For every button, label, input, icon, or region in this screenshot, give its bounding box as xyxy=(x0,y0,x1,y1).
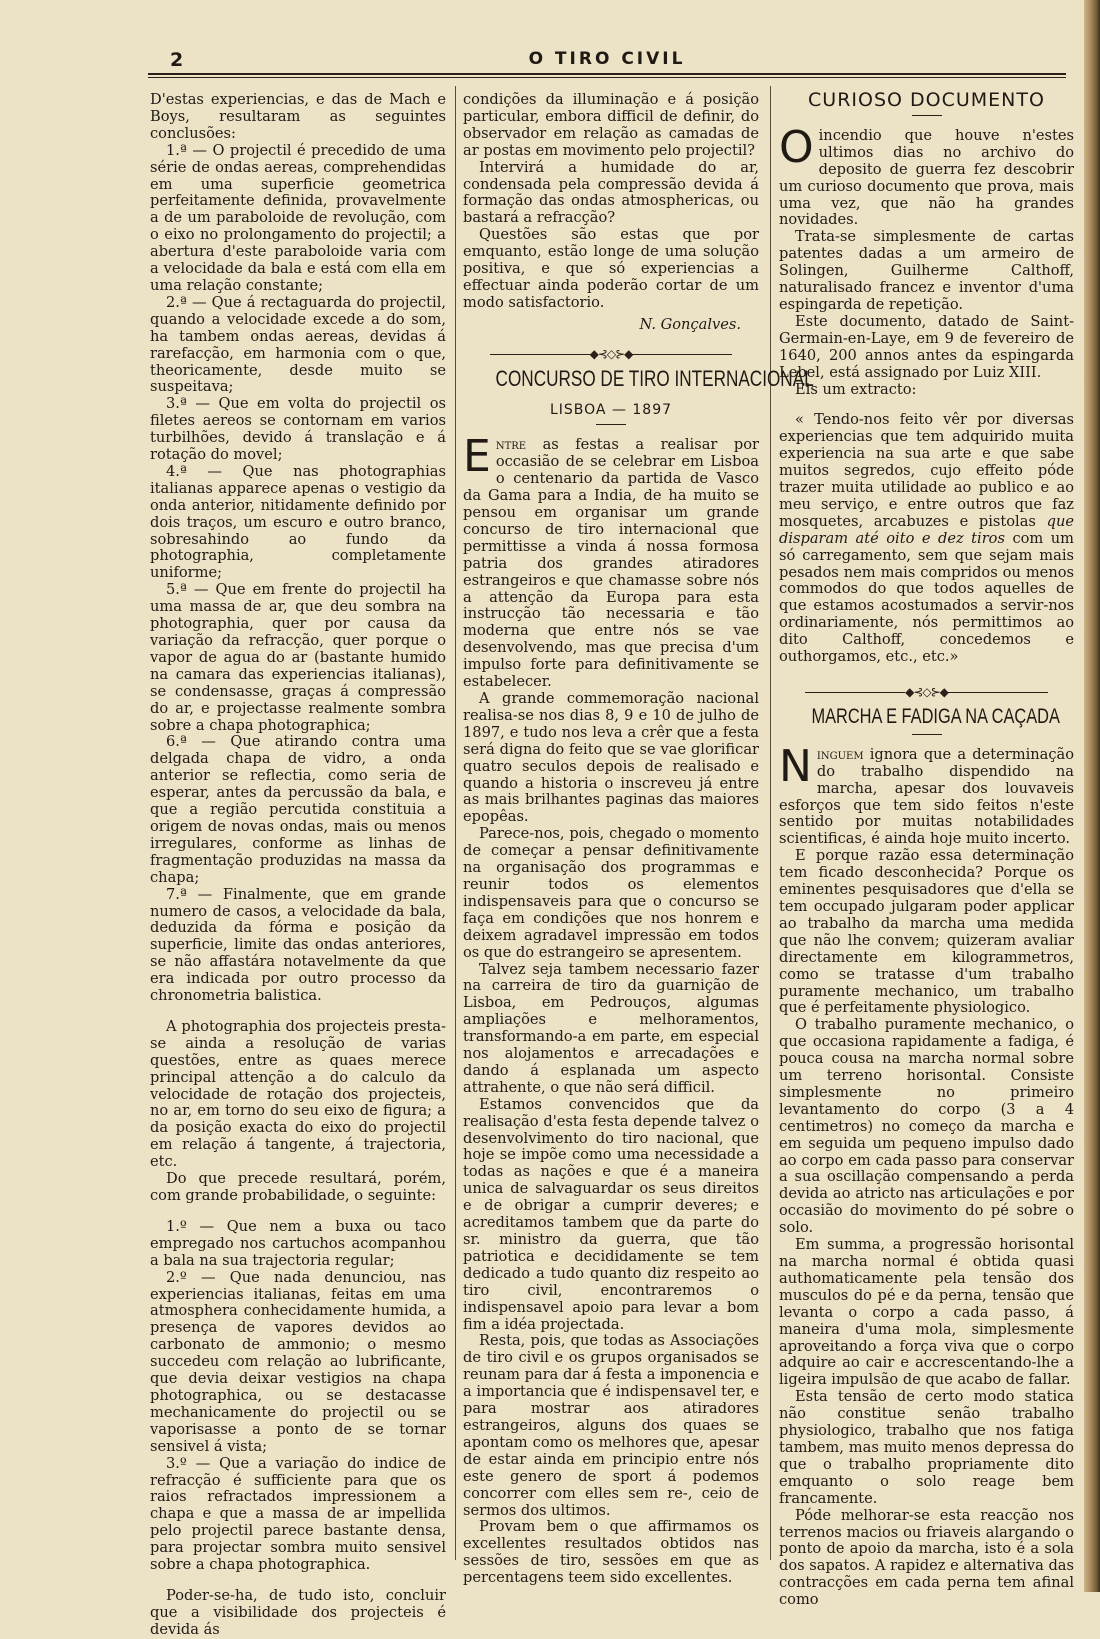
body-paragraph: Póde melhorar-se esta reacção nos terrenos macios ou friaveis alargando o ponto de apoio da marcha, isto é a sola dos sapatos. A rapidez e alternativa das contracções em cada perna tem afinal como xyxy=(779,1506,1074,1609)
header-rule xyxy=(148,73,1066,78)
body-paragraph: 6.ª — Que atirando contra uma delgada chapa de vidro, a onda anterior se reflectia, como seria de esperar, antes da percussão da bala, e que a região percutida constituia a origem de novas ondas, mais ou menos irregulares, conforme as linhas de fragmentação produzidas na massa da chapa; xyxy=(150,733,446,886)
column-2 xyxy=(463,91,814,1587)
lead-paragraph xyxy=(779,121,1074,229)
article-title: MARCHA E FADIGA NA CAÇADA xyxy=(811,704,1060,728)
column-1 xyxy=(150,92,446,1639)
quote-text: com um só carregamento, sem que sejam mais pesados nem mais compridos ou menos commodos do que todos aquelles de que estamos acostumados a servir-nos ordinariamente, nós permittimos ao dito Calthoff, concedemos e outhorgamos, etc., etc.» xyxy=(779,529,1074,666)
quote-paragraph xyxy=(779,412,1074,666)
body-paragraph: Estamos convencidos que da realisação d'esta festa depende talvez o desenvolvimento do tiro nacional, que hoje se impõe como uma necessidade a todas as nações e que é a maneira unica de salvaguardar os seus direitos e de obrigar a cumprir deveres; e acreditamos tambem que da parte do sr. ministro da guerra, que tão patriotica e decididamente se tem dedicado a tudo quanto diz respeito ao tiro civil, encontraremos o indispensavel apoio para levar a bom fim a idéa projectada. xyxy=(463,1095,759,1333)
body-paragraph: condições da illuminação e á posição particular, embora difficil de definir, do observador em relação as camadas de ar postas em movimento pelo projectil? xyxy=(463,91,759,159)
short-rule xyxy=(912,115,942,116)
body-paragraph: 3.º — Que a variação do indice de refracção é sufficiente para que os raios refractados impressionem a chapa e que a massa de ar impellida pelo projectil parece bastante densa, para projectar sombra muito sensivel sobre a chapa photographica. xyxy=(150,1454,446,1574)
body-paragraph: Este documento, datado de Saint-Germain-en-Laye, em 9 de fevereiro de 1640, 200 annos antes da espingarda Lebel, está assignado por Luiz XIII. xyxy=(779,312,1074,381)
page-number: 2 xyxy=(170,49,184,71)
body-paragraph: 1.ª — O projectil é precedido de uma série de ondas aereas, comprehendidas em uma superficie geometrica perfeitamente definida, provavelmente a de um paraboloide de revolução, com o eixo no prolongamento do projectil; a abertura d'este paraboloide varia com a velocidade da bala e está com ella em uma relação constante; xyxy=(150,141,446,294)
body-paragraph: Talvez seja tambem necessario fazer na carreira de tiro da guarnição de Lisboa, em Pedrouços, algumas ampliações e melhoramentos, transformando-a em parte, em especial nos alojamentos e arrecadações e dando á esplanada um aspecto attrahente, o que não será difficil. xyxy=(463,960,759,1096)
masthead-title: O TIRO CIVIL xyxy=(528,49,686,69)
body-paragraph: Trata-se simplesmente de cartas patentes dadas a um armeiro de Solingen, Guilherme Calthoff, naturalisado francez e inventor d'uma espingarda de repetição. xyxy=(779,228,1074,313)
body-paragraph: Esta tensão de certo modo statica não constitue senão trabalho physiologico, trabalho que nos fatiga tambem, mas muito menos depressa do que o trabalho propriamente dito emquanto o solo reage bem francamente. xyxy=(779,1388,1074,1507)
page-header xyxy=(148,49,1066,81)
ornament-divider: ◆⊰◇⊱◆ xyxy=(779,684,1074,701)
body-paragraph: Intervirá a humidade do ar, condensada pela compressão devida á formação das ondas atmosphericas, ou bastará a refracção? xyxy=(463,158,759,227)
body-paragraph: Questões são estas que por emquanto, estão longe de uma solução positiva, e que só experiencias a effectuar ainda poderão cortar de um modo satisfactorio. xyxy=(463,226,759,311)
short-rule xyxy=(596,424,626,425)
body-paragraph: Poder-se-ha, de tudo isto, concluir que a visibilidade dos projecteis é devida ás xyxy=(150,1586,446,1638)
column-divider-2 xyxy=(770,86,771,1560)
lead-word: ntre xyxy=(495,436,527,454)
lead-text: incendio que houve n'estes ultimos dias no archivo do deposito de guerra fez descobrir um curioso documento que prova, mais uma vez, que não ha grandes novidades. xyxy=(779,126,1074,229)
column-3 xyxy=(779,89,1074,1609)
body-paragraph: Em summa, a progressão horisontal na marcha normal é obtida quasi authomaticamente pela tensão dos musculos do pé e da perna, tensão que levanta o corpo a cada passo, á maneira d'uma mola, simplesmente aproveitando a força viva que o corpo adquire ao cair e accrescentando-lhe a ligeira impulsão de que acabo de fallar. xyxy=(779,1236,1074,1389)
body-paragraph: D'estas experiencias, e das de Mach e Boys, resultaram as seguintes conclusões: xyxy=(150,91,446,142)
lead-paragraph xyxy=(463,431,759,691)
body-paragraph: 4.ª — Que nas photographias italianas apparece apenas o vestigio da onda anterior, nitidamente definido por dois traços, um escuro e outro branco, sobresahindo ao fundo da photographia, completamente uniforme; xyxy=(150,462,446,582)
article-title: CONCURSO DE TIRO INTERNACIONAL xyxy=(495,365,814,391)
drop-cap: N xyxy=(779,740,812,792)
lead-word: inguem xyxy=(816,745,864,763)
body-paragraph: 2.ª — Que á rectaguarda do projectil, quando a velocidade excede a do som, ha tambem ondas aereas, devidas á rarefacção, em harmonia com o que, theoricamente, desde muito se suspeitava; xyxy=(150,293,446,396)
lead-paragraph xyxy=(779,740,1074,848)
body-paragraph: 5.ª — Que em frente do projectil ha uma massa de ar, que deu sombra na photographia, quer por causa da variação da refracção, quer porque o vapor de agua do ar (bastante humido na camara das experiencias italianas), se condensasse, graças á compressão do ar, e projectasse realmente sombra sobre a chapa photographica; xyxy=(150,581,446,734)
body-paragraph: 7.ª — Finalmente, que em grande numero de casos, a velocidade da bala, deduzida da fórma e posição da superficie, limite das ondas anteriores, se não affastára notavelmente da que era indicada por outro processo da chronometria balistica. xyxy=(150,885,446,1005)
body-paragraph: Eis um extracto: xyxy=(795,380,917,398)
quote-text: « Tendo-nos feito vêr por diversas experiencias que tem adquirido muita experiencia na sua arte e que sabe muitos segredos, cujo effeito póde trazer muita utilidade ao publico e ao meu serviço, e entre outros que faz mosquetes, arcabuzes e pistolas xyxy=(779,411,1074,530)
lead-text: as festas a realisar por occasião de se celebrar em Lisboa o centenario da partida de Vasco da Gama para a India, de ha muito se pensou em organisar um grande concurso de tiro internacional que permittisse a vinda á nossa formosa patria dos grandes atiradores estrangeiros e que chamasse sobre nós a attenção da Europa para esta instrucção tão necessaria e tão moderna que entre nós se vae desenvolvendo, mas que precisa d'um impulso forte para definitivamente se estabelecer. xyxy=(463,436,759,691)
body-paragraph: A grande commemoração nacional realisa-se nos dias 8, 9 e 10 de julho de 1897, e tudo nos leva a crêr que a festa será digna do feito que se vae glorificar quatro seculos depois de realisado e quando a historia o inscreveu já entre as mais brilhantes paginas das maiores epopêas. xyxy=(463,690,759,826)
article-subtitle: LISBOA — 1897 xyxy=(549,401,673,418)
ornament-divider: ◆⊰◇⊱◆ xyxy=(463,346,759,363)
body-paragraph: Provam bem o que affirmamos os excellentes resultados obtidos nas sessões de tiro, sessões em que as percentagens teem sido excellentes. xyxy=(463,1518,759,1587)
lead-text: ignora que a determinação do trabalho dispendido na marcha, apesar dos louvaveis esforços que tem sido feitos n'este sentido por muitas notabilidades scientificas, é ainda hoje muito incerto. xyxy=(779,745,1074,848)
column-divider-1 xyxy=(455,86,456,1560)
body-paragraph: 3.ª — Que em volta do projectil os filetes aereos se contornam em varios turbilhões, devido á translação e á rotação do movel; xyxy=(150,395,446,464)
quote-italic: que disparam até oito e dez tiros xyxy=(779,512,1074,547)
body-paragraph: 2.º — Que nada denunciou, nas experiencias italianas, feitas em uma atmosphera conhecidamente humida, a presença de vapores devidos ao carbonato de ammonio; o mesmo succedeu com relação ao lubrificante, que devia deixar vestigios na chapa photographica, ou se destacasse mechanicamente do projectil ou se vaporisasse a ponto de se tornar sensivel á vista; xyxy=(150,1268,446,1455)
body-paragraph: 1.º — Que nem a buxa ou taco empregado nos cartuchos acompanhou a bala na sua trajectoria regular; xyxy=(150,1217,446,1269)
body-paragraph: Resta, pois, que todas as Associações de tiro civil e os grupos organisados se reunam para dar á festa a imponencia e a importancia que é indispensavel ter, e para mostrar aos atiradores estrangeiros, alguns dos quaes se apontam como os melhores que, apesar de estar ainda em principio entre nós este genero de sport á podemos concorrer com elles sem re-, ceio de sermos dos ultimos. xyxy=(463,1332,759,1519)
body-paragraph: Do que precede resultará, porém, com grande probabilidade, o seguinte: xyxy=(150,1170,446,1204)
drop-cap: E xyxy=(463,431,491,483)
article-title: CURIOSO DOCUMENTO xyxy=(808,89,1045,111)
body-paragraph: Parece-nos, pois, chegado o momento de começar a pensar definitivamente na organisação dos programmas e reunir todos os elementos indispensaveis para que o concurso se faça em condições que nos honrem e deixem agradavel impressão em todos os que do estrangeiro se apresentem. xyxy=(463,825,759,961)
body-paragraph: O trabalho puramente mechanico, o que occasiona rapidamente a fadiga, é pouca cousa na marcha normal sobre um terreno horisontal. Consiste simplesmente no primeiro levantamento do corpo (3 a 4 centimetros) no começo da marcha e em seguida um pequeno impulso dado ao corpo em cada passo para conservar a sua oscillação compensando a perda devida ao atricto nas articulações e por occasião do movimento do pé sobre o solo. xyxy=(779,1016,1074,1237)
author-signature: N. Gonçalves. xyxy=(639,315,741,333)
body-paragraph: A photographia dos projecteis presta-se ainda a resolução de varias questões, entre as quaes merece principal attenção a do calculo da velocidade de rotação dos projecteis, no ar, em torno do seu eixo de figura; a da posição exacta do eixo do projectil em relação á tangente, á trajectoria, etc. xyxy=(150,1017,446,1171)
book-spine-edge xyxy=(1084,0,1100,1592)
short-rule xyxy=(912,734,942,735)
body-paragraph: E porque razão essa determinação tem ficado desconhecida? Porque os eminentes pesquisadores que d'ella se tem occupado julgaram poder applicar ao trabalho da marcha uma medida que não lhe convem; quizeram avaliar directamente em kilogrammetros, como se tratasse d'um trabalho puramente mechanico, um trabalho que é perfeitamente physiologico. xyxy=(779,847,1074,1017)
drop-cap: O xyxy=(779,121,814,173)
